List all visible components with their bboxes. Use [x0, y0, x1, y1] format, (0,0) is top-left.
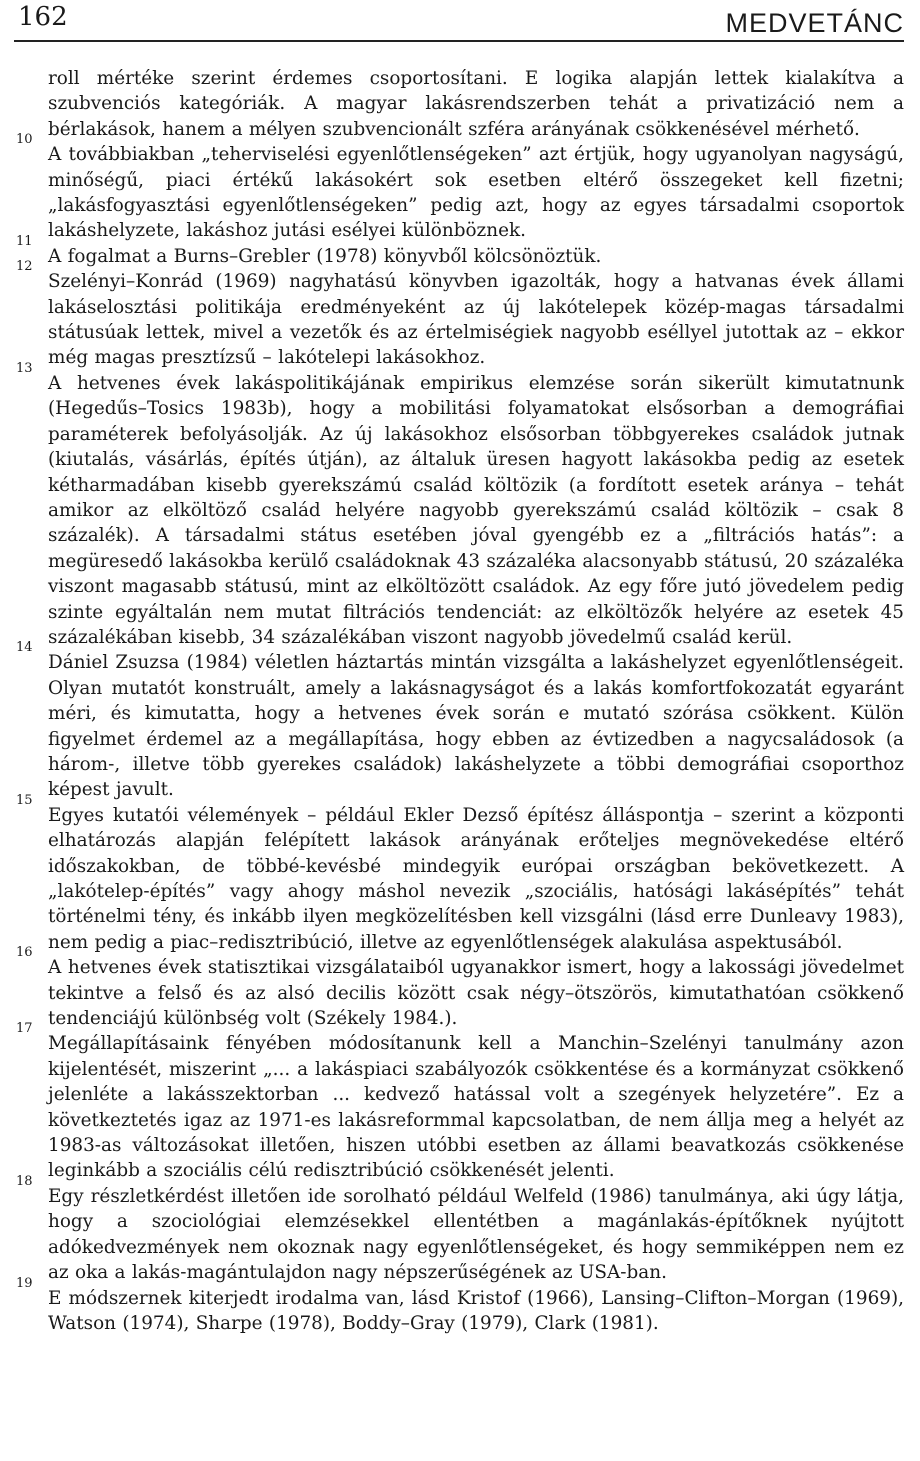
continued-note-text: roll mértéke szerint érdemes csoportosítani. E logika alapján lettek kialakítva a szubvenciós kategóriák. A magyar lakásrendszerben tehát a privatizáció nem a bérlakások, hanem a mélyen szubvencionált szféra arányának csökkenésével mérhető.	[48, 68, 904, 140]
endnote-number: 16	[16, 945, 33, 961]
endnote-text: Egyes kutatói vélemények – például Ekler Dezső építész álláspontja – szerint a központi elhatározás alapján felépített lakások arányának erőteljes megnövekedése eltérő időszakokban, de többé-kevésbé mindegyik európai országban bekövetkezett. A „lakótelep-építés” vagy ahogy máshol nevezik „szociális, hatósági lakásépítés” tehát történelmi tény, és inkább ilyen megközelítésben kell vizsgálni (lásd erre Dunleavy 1983), nem pedig a piac–redisztribúció, illetve az egyenlőtlenségek alakulása aspektusából.	[48, 804, 904, 953]
endnote-text: A továbbiakban „teherviselési egyenlőtlenségeken” azt értjük, hogy ugyanolyan nagyságú, minőségű, piaci értékű lakásokért sok esetben eltérő összegeket kell fizetni; „lakásfogyasztási egyenlőtlenségeken” pedig azt, hogy az egyes társadalmi csoportok lakáshelyzete, lakáshoz jutási esélyei különböznek.	[48, 144, 904, 242]
endnote	[14, 259, 904, 371]
endnote	[14, 792, 904, 955]
endnote-text: Megállapításaink fényében módosítanunk kell a Manchin–Szelényi tanulmány azon kijelentését, miszerint „... a lakáspiaci szabályozók csökkentése és a kormányzat csökkenő jelenléte a lakásszektorban ... kedvező hatással volt a szegények helyzetére”. Ez a következtetés igaz az 1971-es lakásreformmal kapcsolatban, de nem állja meg a helyét az 1983-as változásokat illetően, hiszen utóbbi esetben az állami beavatkozás csökkenése leginkább a szociális célú redisztribúció csökkenését jelenti.	[48, 1033, 904, 1182]
endnote-text: A fogalmat a Burns–Grebler (1978) könyvből kölcsönöztük.	[48, 245, 602, 267]
endnote-number: 18	[16, 1173, 33, 1189]
endnote-text: A hetvenes évek lakáspolitikájának empirikus elemzése során sikerült kimutatnunk (Hegedűs–Tosics 1983b), hogy a mobilitási folyamatokat elsősorban a demográfiai paraméterek befolyásolják. Az új lakásokhoz elsősorban többgyerekes családok jutnak (kiutalás, vásárlás, építés útján), az általuk üresen hagyott lakásokba pedig az esetek kétharmadában kisebb gyerekszámú család költözik (a fordított esetek aránya – tehát amikor az elköltöző család helyére nagyobb gyerekszámú család költözik – csak 8 százalék). A társadalmi státus esetében jóval gyengébb ez a „filtrációs hatás”: a megüresedő lakásokba kerülő családoknak 43 százaléka alacsonyabb státusú, 20 százaléka viszont magasabb státusú, mint az elköltözött családok. Az egy főre jutó jövedelem pedig szinte egyáltalán nem mutat filtrációs tendenciát: az elköltözők helyére az esetek 45 százalékában kisebb, 34 százalékában viszont nagyobb jövedelmű család kerül.	[48, 372, 904, 648]
endnote	[14, 1021, 904, 1183]
endnotes	[14, 66, 904, 1336]
header-rule	[14, 40, 904, 42]
endnote-number: 14	[16, 640, 33, 656]
endnote-text: Egy részletkérdést illetően ide sorolható például Welfeld (1986) tanulmánya, aki úgy látja, hogy a szociológiai elemzésekkel ellentétben a magánlakás-építőknek nyújtott adókedvezmények nem okoznak nagy egyenlőtlenségeket, és hogy semmiképpen nem ez az oka a lakás-magántulajdon nagy népszerűségének az USA-ban.	[48, 1185, 904, 1284]
endnote	[14, 1173, 904, 1286]
endnote-number: 15	[16, 792, 33, 808]
page-header	[14, 2, 904, 40]
endnote-text: Szelényi–Konrád (1969) nagyhatású könyvben igazolták, hogy a hatvanas évek állami lakáselosztási politikája eredményeként az új lakótelepek közép-magas társadalmi státusúak lettek, mivel a vezetők és az értelmiségiek nagyobb eséllyel jutottak az – ekkor még magas presztízsű – lakótelepi lakásokhoz.	[48, 271, 904, 369]
endnote-number: 11	[16, 233, 33, 249]
page-number: 162	[18, 2, 68, 32]
endnote-number: 13	[16, 360, 33, 376]
endnote-number: 12	[16, 259, 33, 275]
endnote-number: 17	[16, 1021, 33, 1037]
endnote-number: 19	[16, 1275, 33, 1291]
endnote-text: A hetvenes évek statisztikai vizsgálataiból ugyanakkor ismert, hogy a lakossági jövedelmet tekintve a felső és az alsó decilis között csak négy–ötszörös, kimutathatóan csökkenő tendenciájú különbség volt (Székely 1984.).	[48, 957, 904, 1030]
endnote-number: 10	[16, 132, 33, 148]
endnote	[14, 1275, 904, 1337]
endnote	[14, 945, 904, 1031]
running-title: MEDVETÁNC	[725, 8, 904, 38]
endnote	[14, 132, 904, 244]
endnote-text: E módszernek kiterjedt irodalma van, lásd Kristof (1966), Lansing–Clifton–Morgan (1969), Watson (1974), Sharpe (1978), Boddy–Gray (1979), Clark (1981).	[48, 1287, 904, 1334]
endnote-text: Dániel Zsuzsa (1984) véletlen háztartás mintán vizsgálta a lakáshelyzet egyenlőtlenségeit. Olyan mutatót konstruált, amely a lakásnagyságot és a lakás komfortfokozatát egyaránt méri, és kimutatta, hogy a hetvenes évek során e mutató szórása csökkent. Külön figyelmet érdemel az a megállapítása, hogy ebben az évtizedben a nagycsaládosok (a három-, illetve több gyerekes családok) lakáshelyzete a többi demográfiai csoporthoz képest javult.	[48, 652, 904, 801]
endnote	[14, 640, 904, 802]
endnote	[14, 233, 904, 269]
endnote	[14, 360, 904, 650]
